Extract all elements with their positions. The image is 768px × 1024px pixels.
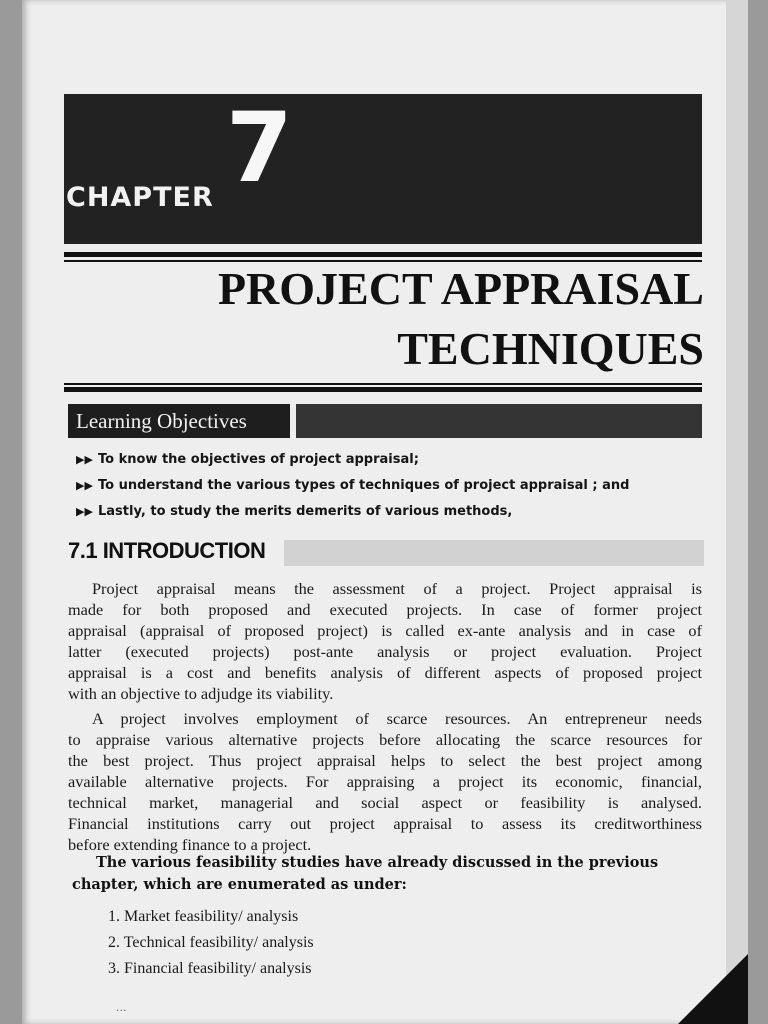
paragraph-intro-2: A project involves employment of scarce resources. An entrepreneur needs to appraise various alternative projects before allocating the scarce resources for the best project. Thus project appraisal helps to select the best project among available alternative projects. For appraising a project its economic, financial, technical market, managerial and social aspect or feasibility is analysed. Financial institutions carry out project appraisal to assess its creditworthiness before extending finance to a project.	[68, 709, 702, 854]
page-corner-fold	[678, 954, 748, 1024]
double-arrow-icon: ▶▶	[76, 479, 93, 492]
double-arrow-icon: ▶▶	[76, 505, 93, 518]
chapter-number: 7	[226, 92, 293, 204]
double-arrow-icon: ▶▶	[76, 453, 93, 466]
chapter-title-line-1: PROJECT APPRAISAL	[217, 263, 704, 314]
paragraph-intro-1: Project appraisal means the assessment of a project. Project appraisal is made for both proposed and executed projects. In case of former project appraisal (appraisal of proposed project) is called ex-ante analysis and in case of latter (executed projects) post-ante analysis or project evaluation. Project appraisal is a cost and benefits analysis of different aspects of proposed project with an objective to adjudge its viability.	[68, 579, 702, 703]
section-heading-bar	[284, 540, 704, 566]
section-heading: 7.1 INTRODUCTION	[68, 538, 266, 563]
objective-item: ▶▶ To know the objectives of project appraisal;	[76, 452, 419, 467]
page-folio: ···	[116, 1004, 127, 1017]
feasibility-list	[108, 904, 314, 982]
chapter-label: CHAPTER	[66, 182, 214, 213]
list-item: 2. Technical feasibility/ analysis	[108, 934, 314, 951]
learning-objectives-bar	[296, 404, 702, 438]
learning-objectives-label: Learning Objectives	[68, 404, 290, 438]
title-rule-bottom	[64, 383, 702, 385]
chapter-banner	[64, 94, 702, 244]
chapter-title-line-2: TECHNIQUES	[397, 323, 704, 374]
list-item: 3. Financial feasibility/ analysis	[108, 960, 312, 977]
objective-item: ▶▶ To understand the various types of techniques of project appraisal ; and	[76, 478, 630, 493]
paragraph-feasibility-intro: The various feasibility studies have already discussed in the previous chapter, which are enumerated as under:	[72, 854, 659, 893]
list-item: 1. Market feasibility/ analysis	[108, 908, 299, 925]
title-rule-bottom-thick	[64, 387, 702, 392]
book-page	[22, 0, 748, 1024]
page-edge	[726, 0, 748, 1024]
title-rule-top	[64, 252, 702, 257]
objective-item: ▶▶ Lastly, to study the merits demerits of various methods,	[76, 504, 513, 519]
